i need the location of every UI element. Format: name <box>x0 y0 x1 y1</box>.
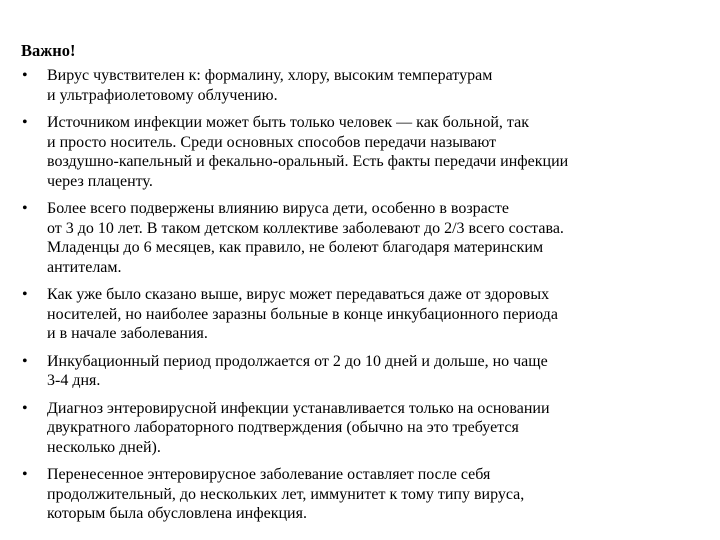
item-text-line: несколько дней). <box>47 438 161 456</box>
item-text-line: Младенцы до 6 месяцев, как правило, не болеют благодаря материнским <box>47 239 544 256</box>
item-text-line: двукратного лабораторного подтверждения (обычно на это требуется <box>47 419 519 436</box>
bullet-icon: • <box>22 114 28 131</box>
item-text-line: Диагноз энтеровирусной инфекции устанавливается только на основании <box>47 399 550 417</box>
heading: Важно! <box>21 41 76 60</box>
bullet-icon: • <box>22 399 28 417</box>
item-text-line: Источником инфекции может быть только человек — как больной, так <box>47 114 529 131</box>
item-text-line: Перенесенное энтеровирусное заболевание оставляет после себя <box>47 466 491 483</box>
bullet-icon: • <box>22 200 28 217</box>
item-text-line: через плаценту. <box>47 172 153 190</box>
item-text-line: которым была обусловлена инфекция. <box>47 505 307 522</box>
item-text-line: и ультрафиолетовому облучению. <box>47 86 278 104</box>
item-text-line: и в начале заболевания. <box>47 325 208 342</box>
bullet-icon: • <box>22 352 28 370</box>
list-item <box>21 352 711 391</box>
list-item <box>21 66 711 105</box>
bullet-icon: • <box>22 466 28 483</box>
list-item <box>21 399 711 458</box>
item-text-line: Вирус чувствителен к: формалину, хлору, высоким температурам <box>47 67 493 84</box>
list-item <box>21 285 711 344</box>
item-text-line: Инкубационный период продолжается от 2 до 10 дней и дольше, но чаще <box>47 352 548 370</box>
list-item <box>21 199 711 277</box>
item-text-line: Как уже было сказано выше, вирус может передаваться даже от здоровых <box>47 286 550 303</box>
bullet-icon: • <box>22 286 28 303</box>
item-text-line: и просто носитель. Среди основных способов передачи называют <box>47 133 497 151</box>
bullet-list <box>21 66 711 532</box>
item-text-line: воздушно-капельный и фекально-оральный. Есть факты передачи инфекции <box>47 153 569 170</box>
item-text-line: антителам. <box>47 258 122 276</box>
item-text-line: носителей, но наиболее заразны больные в конце инкубационного периода <box>47 305 558 323</box>
item-text-line: Более всего подвержены влиянию вируса дети, особенно в возрасте <box>47 200 509 217</box>
item-text-line: продолжительный, до нескольких лет, иммунитет к тому типу вируса, <box>47 485 525 503</box>
item-text-line: 3-4 дня. <box>47 372 101 389</box>
bullet-icon: • <box>22 67 28 84</box>
item-text-line: от 3 до 10 лет. В таком детском коллективе заболевают до 2/3 всего состава. <box>47 219 564 237</box>
list-item <box>21 113 711 191</box>
list-item <box>21 465 711 524</box>
